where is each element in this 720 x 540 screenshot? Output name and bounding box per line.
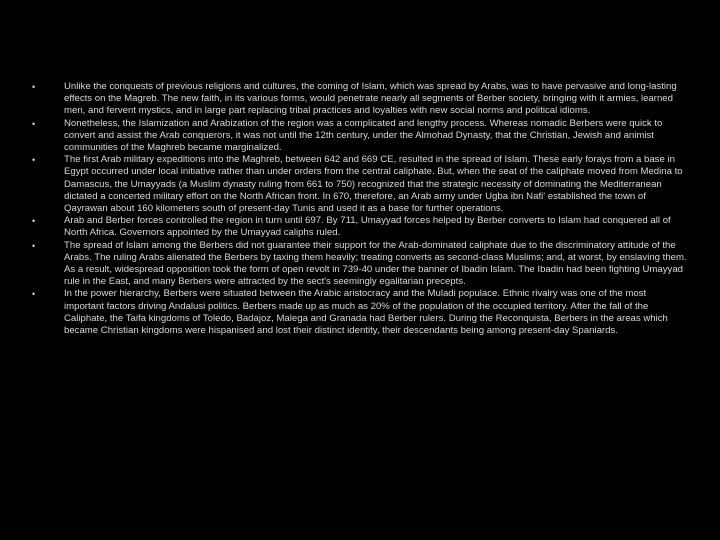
bullet-paragraph	[32, 240, 688, 289]
paragraph-text: The first Arab military expeditions into the Maghreb, between 642 and 669 CE, resulted in the spread of Islam. These early forays from a base in Egypt occurred under local initiative rather than under orders from the central caliphate. But, when the seat of the caliphate moved from Medina to Damascus, the Umayyads (a Muslim dynasty ruling from 661 to 750) recognized that the strategic necessity of dominating the Mediterranean dictated a concerted military effort on the North African front. In 670, therefore, an Arab army under Ugba ibn Nafi' established the town of Qayrawan about 160 kilometers south of present-day Tunis and used it as a base for further operations.	[64, 154, 683, 215]
bullet-paragraph	[32, 154, 688, 215]
bullet-icon: •	[32, 240, 36, 251]
bullet-icon: •	[32, 289, 36, 300]
bullet-paragraph	[32, 215, 688, 239]
paragraph-text: Nonetheless, the Islamization and Arabization of the region was a complicated and lengthy process. Whereas nomadic Berbers were quick to convert and assist the Arab conquerors, it was not until the 12th century, under the Almohad Dynasty, that the Christian, Jewish and animist communities of the Maghreb became marginalized.	[64, 117, 663, 154]
bullet-icon: •	[32, 118, 36, 129]
bullet-icon: •	[32, 155, 36, 166]
bullet-paragraph	[32, 288, 688, 337]
bullet-icon: •	[32, 216, 36, 227]
bullet-list	[32, 81, 688, 337]
bullet-paragraph	[32, 81, 688, 118]
bullet-icon: •	[32, 82, 36, 92]
paragraph-text: In the power hierarchy, Berbers were situated between the Arabic aristocracy and the Muladi populace. Ethnic rivalry was one of the most important factors driving Andalusi politics. Berbers made up as much as 20% of the population of the occupied territory. After the fall of the Caliphate, the Taifa kingdoms of Toledo, Badajoz, Malega and Granada had Berber rulers. During the Reconquista, Berbers in the areas which became Christian kingdoms were hispanised and lost their distinct identity, their descendants being among present-day Spaniards.	[64, 288, 668, 337]
paragraph-text: The spread of Islam among the Berbers did not guarantee their support for the Arab-dominated caliphate due to the discriminatory attitude of the Arabs. The ruling Arabs alienated the Berbers by taxing them heavily; treating converts as second-class Muslims; and, at worst, by enslaving them. As a result, widespread opposition took the form of open revolt in 739-40 under the banner of Ibadin Islam. The Ibadin had been fighting Umayyad rule in the East, and many Berbers were attracted by the sect's seemingly egalitarian precepts.	[64, 239, 687, 288]
paragraph-text: Unlike the conquests of previous religions and cultures, the coming of Islam, which was spread by Arabs, was to have pervasive and long-lasting effects on the Magreb. The new faith, in its various forms, would penetrate nearly all segments of Berber society, bringing with it armies, learned men, and fervent mystics, and in large part replacing tribal practices and loyalties with new social norms and political idioms.	[64, 81, 677, 117]
bullet-paragraph	[32, 118, 688, 155]
paragraph-text: Arab and Berber forces controlled the region in turn until 697. By 711, Umayyad forces helped by Berber converts to Islam had conquered all of North Africa. Governors appointed by the Umayyad caliphs ruled.	[64, 215, 671, 239]
